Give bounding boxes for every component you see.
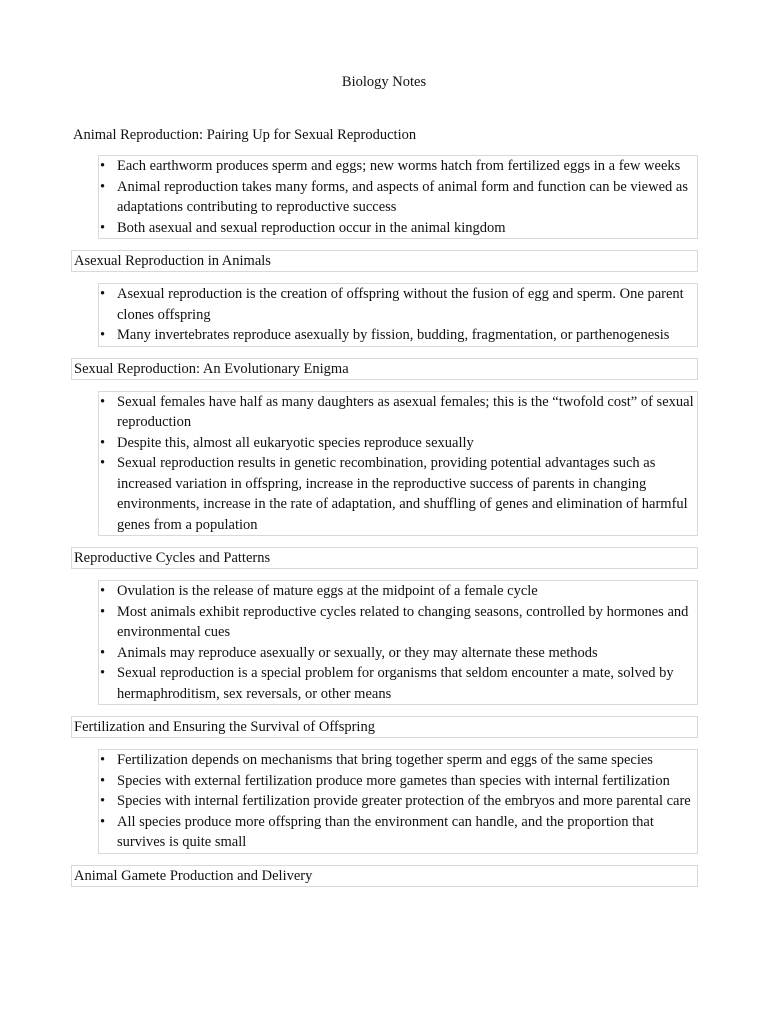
- bullet-item: • Animals may reproduce asexually or sexually, or they may alternate these methods: [117, 643, 697, 664]
- bullet-item: • Animal reproduction takes many forms, and aspects of animal form and function can be viewed as adaptations contributing to reproductive success: [117, 177, 697, 218]
- bullet-list: [98, 283, 698, 347]
- bullet-item: • Fertilization depends on mechanisms that bring together sperm and eggs of the same species: [117, 750, 697, 771]
- bullet-item: • Despite this, almost all eukaryotic species reproduce sexually: [117, 433, 697, 454]
- bullet-item: • Species with external fertilization produce more gametes than species with internal fertilization: [117, 771, 697, 792]
- bullet-item: • Each earthworm produces sperm and eggs; new worms hatch from fertilized eggs in a few weeks: [117, 156, 697, 177]
- section-heading: Animal Reproduction: Pairing Up for Sexual Reproduction: [73, 127, 417, 143]
- bullet-item: • Species with internal fertilization provide greater protection of the embryos and more parental care: [117, 791, 697, 812]
- section-reproductive-cycles: [71, 547, 698, 705]
- section-heading: Reproductive Cycles and Patterns: [71, 547, 698, 569]
- bullet-list: [98, 749, 698, 854]
- section-heading: Animal Gamete Production and Delivery: [71, 865, 698, 887]
- bullet-list: [98, 580, 698, 705]
- bullet-list: [98, 391, 698, 537]
- bullet-item: • Both asexual and sexual reproduction occur in the animal kingdom: [117, 218, 697, 239]
- section-fertilization: [71, 716, 698, 854]
- section-gamete-production: [71, 865, 698, 887]
- bullet-item: • Sexual reproduction is a special problem for organisms that seldom encounter a mate, solved by hermaphroditism, sex reversals, or other means: [117, 663, 697, 704]
- bullet-item: • Ovulation is the release of mature eggs at the midpoint of a female cycle: [117, 581, 697, 602]
- notes-sections: [71, 125, 698, 898]
- bullet-item: • Most animals exhibit reproductive cycles related to changing seasons, controlled by hormones and environmental cues: [117, 602, 697, 643]
- section-sexual-reproduction: [71, 358, 698, 537]
- bullet-item: • Many invertebrates reproduce asexually by fission, budding, fragmentation, or parthenogenesis: [117, 325, 697, 346]
- bullet-list: [98, 155, 698, 239]
- bullet-item: • Sexual reproduction results in genetic recombination, providing potential advantages such as increased variation in offspring, increase in the reproductive success of parents in changing environments, increase in the rate of adaptation, and shuffling of genes and elimination of harmful genes from a population: [117, 453, 697, 535]
- section-heading: Sexual Reproduction: An Evolutionary Enigma: [71, 358, 698, 380]
- section-heading: Fertilization and Ensuring the Survival of Offspring: [71, 716, 698, 738]
- bullet-item: • All species produce more offspring than the environment can handle, and the proportion that survives is quite small: [117, 812, 697, 853]
- bullet-item: • Asexual reproduction is the creation of offspring without the fusion of egg and sperm. One parent clones offspring: [117, 284, 697, 325]
- document-title: Biology Notes: [341, 74, 427, 90]
- section-heading: Asexual Reproduction in Animals: [71, 250, 698, 272]
- bullet-item: • Sexual females have half as many daughters as asexual females; this is the “twofold cost” of sexual reproduction: [117, 392, 697, 433]
- section-asexual-reproduction: [71, 250, 698, 347]
- section-animal-reproduction: [71, 125, 698, 239]
